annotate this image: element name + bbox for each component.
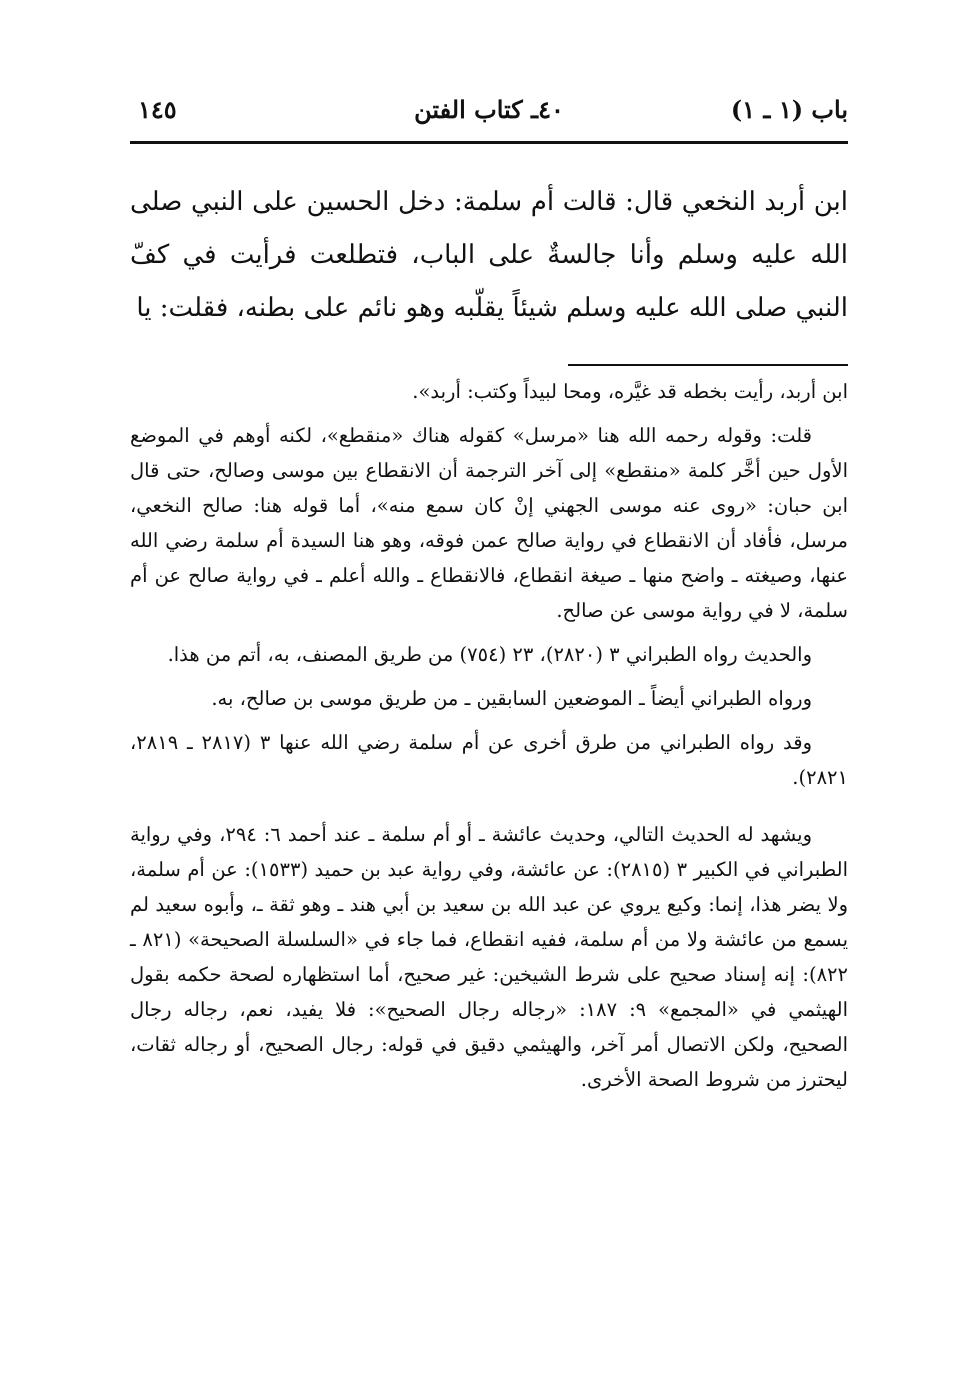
footnote-paragraph: ويشهد له الحديث التالي، وحديث عائشة ـ أو أم سلمة ـ عند أحمد ٦: ٢٩٤، وفي رواية الطبراني في الكبير ٣ (٢٨١٥): عن عائشة، وفي رواية عبد بن حميد (١٥٣٣): عن أم سلمة، ولا يضر هذا، إنما: وكيع يروي عن عبد الله بن سعيد بن أبي هند ـ وهو ثقة ـ، وأبوه سعيد لم يسمع من عائشة ولا من أم سلمة، ففيه انقطاع، فما جاء في «السلسلة الصحيحة» (٨٢١ ـ ٨٢٢): إنه إسناد صحيح على شرط الشيخين: غير صحيح، أما استظهاره لصحة حكمه بقول الهيثمي في «المجمع» ٩: ١٨٧: «رجاله رجال الصحيح»: فلا يفيد، نعم، رجاله رجال الصحيح، ولكن الاتصال أمر آخر، والهيثمي دقيق في قوله: رجال الصحيح، أو رجاله ثقات، ليحترز من شروط الصحة الأخرى. [130,823,848,1091]
header-rule [130,141,848,144]
main-text [130,176,848,335]
footnote-paragraph: ابن أربد، رأيت بخطه قد غيَّره، ومحا لبيداً وكتب: أربد». [412,380,848,403]
footnote-paragraph: ورواه الطبراني أيضاً ـ الموضعين السابقين ـ من طريق موسى بن صالح، به. [211,687,812,710]
footnote-separator [568,364,848,366]
footnote-paragraph: قلت: وقوله رحمه الله هنا «مرسل» كقوله هناك «منقطع»، لكنه أوهم في الموضع الأول حين أخَّر كلمة «منقطع» إلى آخر الترجمة أن الانقطاع بين موسى وصالح، حتى قال ابن حبان: «روى عنه موسى الجهني إنْ كان سمع منه»، أما قوله هنا: صالح النخعي، مرسل، فأفاد أن الانقطاع في رواية صالح عمن فوقه، وهو هنا السيدة أم سلمة رضي الله عنها، وصيغته ـ واضح منها ـ صيغة انقطاع، فالانقطاع ـ والله أعلم ـ في رواية صالح عن أم سلمة، لا في رواية موسى عن صالح. [130,424,848,622]
book-title: ٤٠ـ كتاب الفتن [414,95,564,124]
footnotes [130,374,848,1106]
footnote-paragraph: والحديث رواه الطبراني ٣ (٢٨٢٠)، ٢٣ (٧٥٤) من طريق المصنف، به، أتم من هذا. [167,643,812,666]
running-header [130,95,848,131]
chapter-heading: باب (١ ـ ١) [730,95,848,124]
main-paragraph: ابن أربد النخعي قال: قالت أم سلمة: دخل الحسين على النبي صلى الله عليه وسلم وأنا جالسةٌ على الباب، فتطلعت فرأيت في كفّ النبي صلى الله عليه وسلم شيئاً يقلّبه وهو نائم على بطنه، فقلت: يا [130,187,848,323]
page-number: ١٤٥ [138,95,177,124]
footnote-paragraph: وقد رواه الطبراني من طرق أخرى عن أم سلمة رضي الله عنها ٣ (٢٨١٧ ـ ٢٨١٩، ٢٨٢١). [130,731,848,789]
